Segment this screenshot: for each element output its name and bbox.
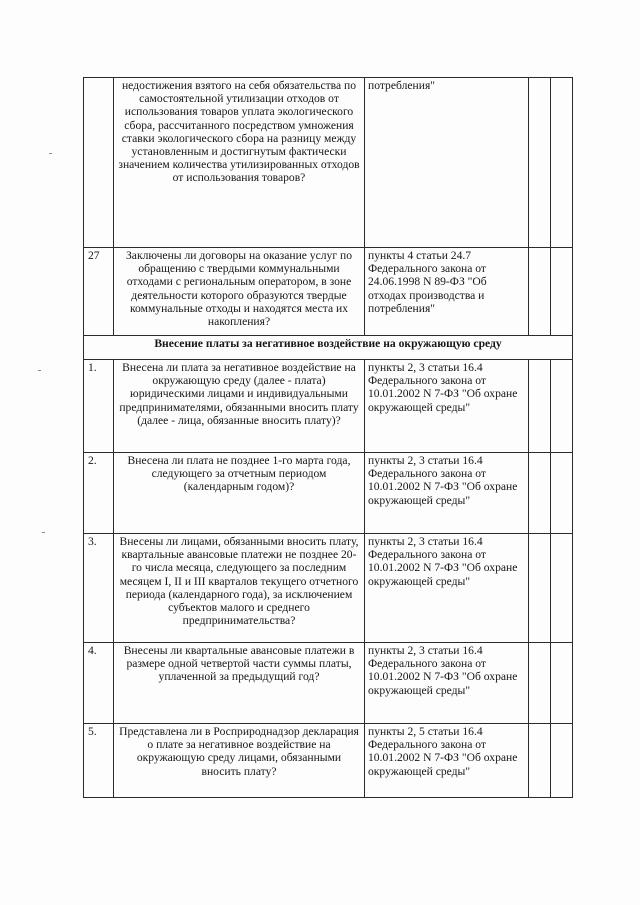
answer-cell xyxy=(529,534,551,643)
legal-reference: пункты 2, 3 статьи 16.4 Федерального закона от 10.01.2002 N 7-ФЗ "Об охране окружающей среды" xyxy=(365,453,529,534)
legal-reference: пункты 4 статьи 24.7 Федерального закона от 24.06.1998 N 89-ФЗ "Об отходах производства и потребления" xyxy=(365,248,529,336)
question-text: Внесены ли лицами, обязанными вносить плату, квартальные авансовые платежи не позднее 20-го числа месяца, следующего за последним месяцем I, II и III кварталов текущего отчетного периода (календарного года), за исключением субъектов малого и среднего предпринимательства? xyxy=(114,534,365,643)
question-text: Представлена ли в Росприроднадзор декларация о плате за негативное воздействие на окружающую среду лицами, обязанными вносить плату? xyxy=(114,724,365,798)
row-number: 5. xyxy=(84,724,114,798)
table-row xyxy=(84,453,573,534)
row-number: 3. xyxy=(84,534,114,643)
table-row xyxy=(84,248,573,336)
scan-speck xyxy=(49,153,52,154)
question-text: Заключены ли договоры на оказание услуг по обращению с твердыми коммунальными отходами с региональным оператором, в зоне деятельности которого образуются твердые коммунальные отходы и находятся места их накопления? xyxy=(114,248,365,336)
note-cell xyxy=(551,360,573,453)
legal-reference: потребления" xyxy=(365,78,529,248)
note-cell xyxy=(551,78,573,248)
legal-reference: пункты 2, 3 статьи 16.4 Федерального закона от 10.01.2002 N 7-ФЗ "Об охране окружающей среды" xyxy=(365,360,529,453)
legal-reference: пункты 2, 3 статьи 16.4 Федерального закона от 10.01.2002 N 7-ФЗ "Об охране окружающей среды" xyxy=(365,643,529,724)
answer-cell xyxy=(529,78,551,248)
answer-cell xyxy=(529,453,551,534)
table-row xyxy=(84,360,573,453)
table-row xyxy=(84,724,573,798)
scan-speck xyxy=(42,532,45,533)
question-text: Внесена ли плата не позднее 1-го марта года, следующего за отчетным периодом (календарным годом)? xyxy=(114,453,365,534)
answer-cell xyxy=(529,248,551,336)
question-text: Внесена ли плата за негативное воздействие на окружающую среду (далее - плата) юридическими лицами и индивидуальными предпринимателями, обязанными вносить плату (далее - лица, обязанные вносить плату)? xyxy=(114,360,365,453)
answer-cell xyxy=(529,643,551,724)
question-text: Внесены ли квартальные авансовые платежи в размере одной четвертой части суммы платы, уплаченной за предыдущий год? xyxy=(114,643,365,724)
note-cell xyxy=(551,248,573,336)
question-text: недостижения взятого на себя обязательства по самостоятельной утилизации отходов от использования товаров уплата экологического сбора, рассчитанного посредством умножения ставки экологического сбора на разницу между установленным и достигнутым фактически значением количества утилизированных отходов от использования товаров? xyxy=(114,78,365,248)
note-cell xyxy=(551,643,573,724)
row-number xyxy=(84,78,114,248)
scan-speck xyxy=(38,370,41,371)
note-cell xyxy=(551,534,573,643)
note-cell xyxy=(551,724,573,798)
table-row xyxy=(84,78,573,248)
answer-cell xyxy=(529,724,551,798)
note-cell xyxy=(551,453,573,534)
row-number: 2. xyxy=(84,453,114,534)
answer-cell xyxy=(529,360,551,453)
section-title: Внесение платы за негативное воздействие на окружающую среду xyxy=(84,336,573,360)
checklist-table xyxy=(83,77,573,798)
section-row xyxy=(84,336,573,360)
legal-reference: пункты 2, 3 статьи 16.4 Федерального закона от 10.01.2002 N 7-ФЗ "Об охране окружающей среды" xyxy=(365,534,529,643)
legal-reference: пункты 2, 5 статьи 16.4 Федерального закона от 10.01.2002 N 7-ФЗ "Об охране окружающей среды" xyxy=(365,724,529,798)
row-number: 4. xyxy=(84,643,114,724)
row-number: 1. xyxy=(84,360,114,453)
table-row xyxy=(84,643,573,724)
table-row xyxy=(84,534,573,643)
row-number: 27 xyxy=(84,248,114,336)
